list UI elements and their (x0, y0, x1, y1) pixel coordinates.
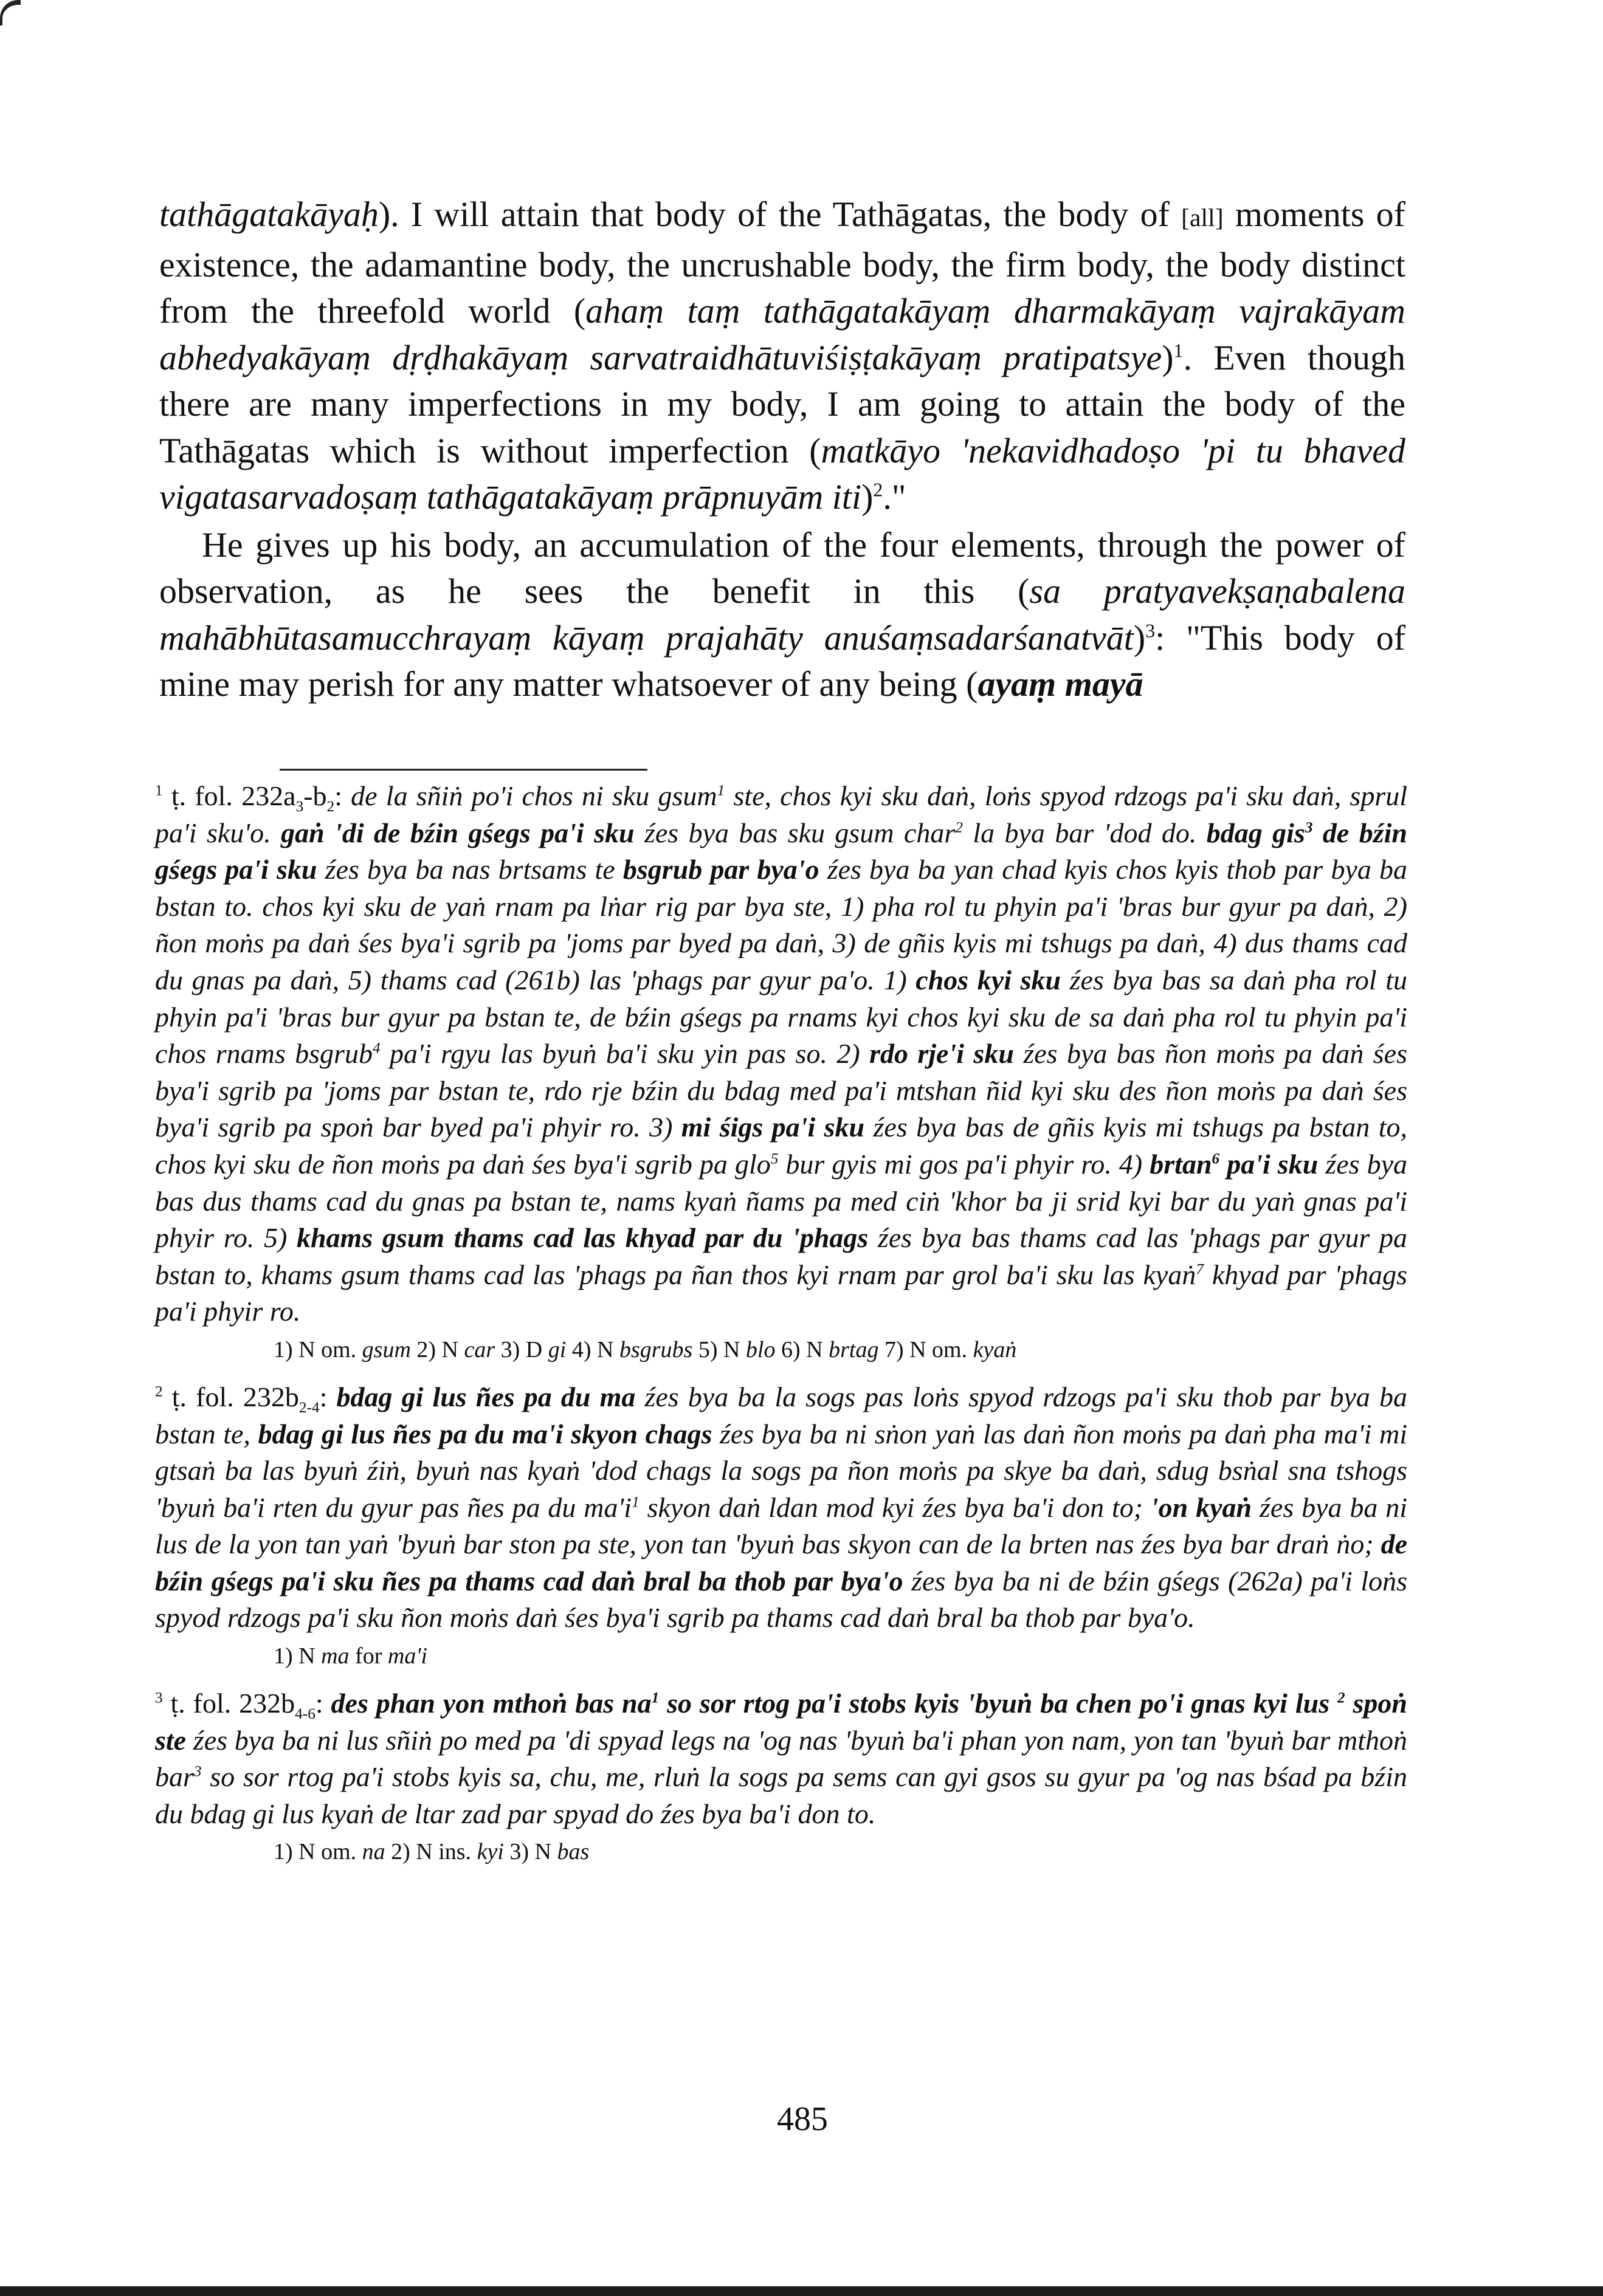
scan-corner-mark (0, 0, 21, 26)
main-body-text (159, 191, 1405, 708)
footnote-body: ṭ. fol. $232b_{4-6}$: des phan yon mthoṅ bas $na^1$ so sor rtog pa'i stobs kyis 'byuṅ ba chen po'i gnas kyi lus $^2$ spoṅ ste źes bya ba ni lus sñiṅ po med pa 'di spyad legs na 'og nas 'byuṅ ba'i phan yon nam, yon tan 'byuṅ bar mthoṅ bar$^3$ so sor rtog pa'i stobs kyis sa, chu, me, rluṅ la sogs pa sems can gyi gsos su gyur pa 'og nas bśad pa bźin du bdag gi lus kyaṅ de ltar zad par spyad do źes bya ba'i don to. (155, 1688, 1407, 1829)
footnote-number: 3 (155, 1689, 163, 1707)
footnote-variants: 1) N om. na 2) N ins. kyi 3) N bas (274, 1839, 590, 1865)
footnote-variants: 1) N ma for ma'i (274, 1643, 428, 1669)
footnote (155, 778, 1407, 1367)
scan-bottom-edge (0, 2286, 1603, 2296)
footnote (155, 1379, 1407, 1673)
page-number: 485 (777, 2100, 828, 2138)
footnote-text (155, 1685, 1407, 1832)
body-paragraph: He gives up his body, an accumulation of the four elements, through the power of observation, as he sees the benefit in this (sa pratyavekṣaṇabalena mahābhūtasamucchrayaṃ kāyaṃ prajahāty anuśaṃsadarśanatvāt)$^3$: "This body of mine may perish for any matter whatsoever of any being (ayaṃ mayā (159, 524, 1406, 704)
footnote-number: 1 (155, 782, 163, 799)
footnote-separator (280, 769, 647, 771)
footnote-text (155, 1379, 1407, 1637)
body-paragraph: tathāgatakāyaḥ). I will attain that body of the Tathāgatas, the body of [all] moments of existence, the adamantine body, the uncrushable body, the firm body, the body distinct from the threefold world (ahaṃ taṃ tathāgatakāyaṃ dharmakāyaṃ vajrakāyam abhedyakāyaṃ dṛḍhakāyaṃ sarvatraidhātuviśiṣṭakāyaṃ pratipatsye)$^1$. Even though there are many imperfections in my body, I am going to attain the body of the Tathāgatas which is without imperfection (matkāyo 'nekavidhadoṣo 'pi tu bhaved vigatasarvadoṣaṃ tathāgatakāyaṃ prāpnuyām iti)$^2$." (159, 194, 1405, 517)
footnote-body: ṭ. fol. $232a_3-b_2$: de la sñiṅ po'i chos ni sku gsum$^1$ ste, chos kyi sku daṅ, loṅs spyod rdzogs pa'i sku daṅ, sprul pa'i sku'o. gaṅ 'di de bźin gśegs pa'i sku źes bya bas sku gsum char$^2$ la bya bar 'dod do. bdag gis$^3$ de bźin gśegs pa'i sku źes bya ba nas brtsams te bsgrub par bya'o źes bya ba yan chad kyis chos kyis thob par bya ba bstan to. chos kyi sku de yaṅ rnam pa lṅar rig par bya ste, 1) pha rol tu phyin pa'i 'bras bur gyur pa daṅ, 2) ñon moṅs pa daṅ śes bya'i sgrib pa 'joms par byed pa daṅ, 3) de gñis kyis mi tshugs pa daṅ, 4) dus thams cad du gnas pa daṅ, 5) thams cad (261b) las 'phags par gyur pa'o. 1) chos kyi sku źes bya bas sa daṅ pha rol tu phyin pa'i 'bras bur gyur pa bstan te, de bźin gśegs pa rnams kyi chos kyi sku de sa daṅ pha rol tu phyin pa'i chos rnams bsgrub$^4$ pa'i rgyu las byuṅ ba'i sku yin pas so. 2) rdo rje'i sku źes bya bas ñon moṅs pa daṅ śes bya'i sgrib pa 'joms par bstan te, rdo rje bźin du bdag med pa'i mtshan ñid kyi sku des ñon moṅs pa daṅ śes bya'i sgrib pa spoṅ bar byed pa'i phyir ro. 3) mi śigs pa'i sku źes bya bas de gñis kyis mi tshugs pa bstan to, chos kyi sku de ñon moṅs pa daṅ śes bya'i sgrib pa glo$^5$ bur gyis mi gos pa'i phyir ro. 4) brtan$^6$ pa'i sku źes bya bas dus thams cad du gnas pa bstan te, nams kyaṅ ñams pa med ciṅ 'khor ba ji srid kyi bar du yaṅ gnas pa'i phyir ro. 5) khams gsum thams cad las khyad par du 'phags źes bya bas thams cad las 'phags par gyur pa bstan to, khams gsum thams cad las 'phags pa ñan thos kyi rnam par grol ba'i sku las kyaṅ$^7$ khyad par 'phags pa'i phyir ro. (155, 780, 1408, 1327)
footnote-text (155, 778, 1407, 1330)
footnotes-section (155, 778, 1407, 1881)
footnote-body: ṭ. fol. $232b_{2-4}$: bdag gi lus ñes pa du ma źes bya ba la sogs pas loṅs spyod rdzogs pa'i sku thob par bya ba bstan te, bdag gi lus ñes pa du ma'i skyon chags źes bya ba ni sṅon yaṅ las daṅ ñon moṅs pa daṅ pha ma'i mi gtsaṅ ba las byuṅ źiṅ, byuṅ nas kyaṅ 'dod chags la sogs pa ñon moṅs pa skye ba daṅ, sdug bsṅal sna tshogs 'byuṅ ba'i rten du gyur pas ñes pa du $ma'i^1$ skyon daṅ ldan mod kyi źes bya ba'i don to; 'on kyaṅ źes bya ba ni lus de la yon tan yaṅ 'byuṅ bar ston pa ste, yon tan 'byuṅ bas skyon can de la brten nas źes bya bar draṅ ṅo; de bźin gśegs pa'i sku ñes pa thams cad daṅ bral ba thob par bya'o źes bya ba ni de bźin gśegs (262a) pa'i loṅs spyod rdzogs pa'i sku ñon moṅs daṅ śes bya'i sgrib pa thams cad daṅ bral ba thob par bya'o. (155, 1381, 1408, 1634)
footnote-variants: 1) N om. gsum 2) N car 3) D gi 4) N bsgrubs 5) N blo 6) N brtag 7) N om. kyaṅ (274, 1336, 1017, 1363)
footnote-number: 2 (155, 1383, 163, 1400)
footnote (155, 1685, 1407, 1869)
